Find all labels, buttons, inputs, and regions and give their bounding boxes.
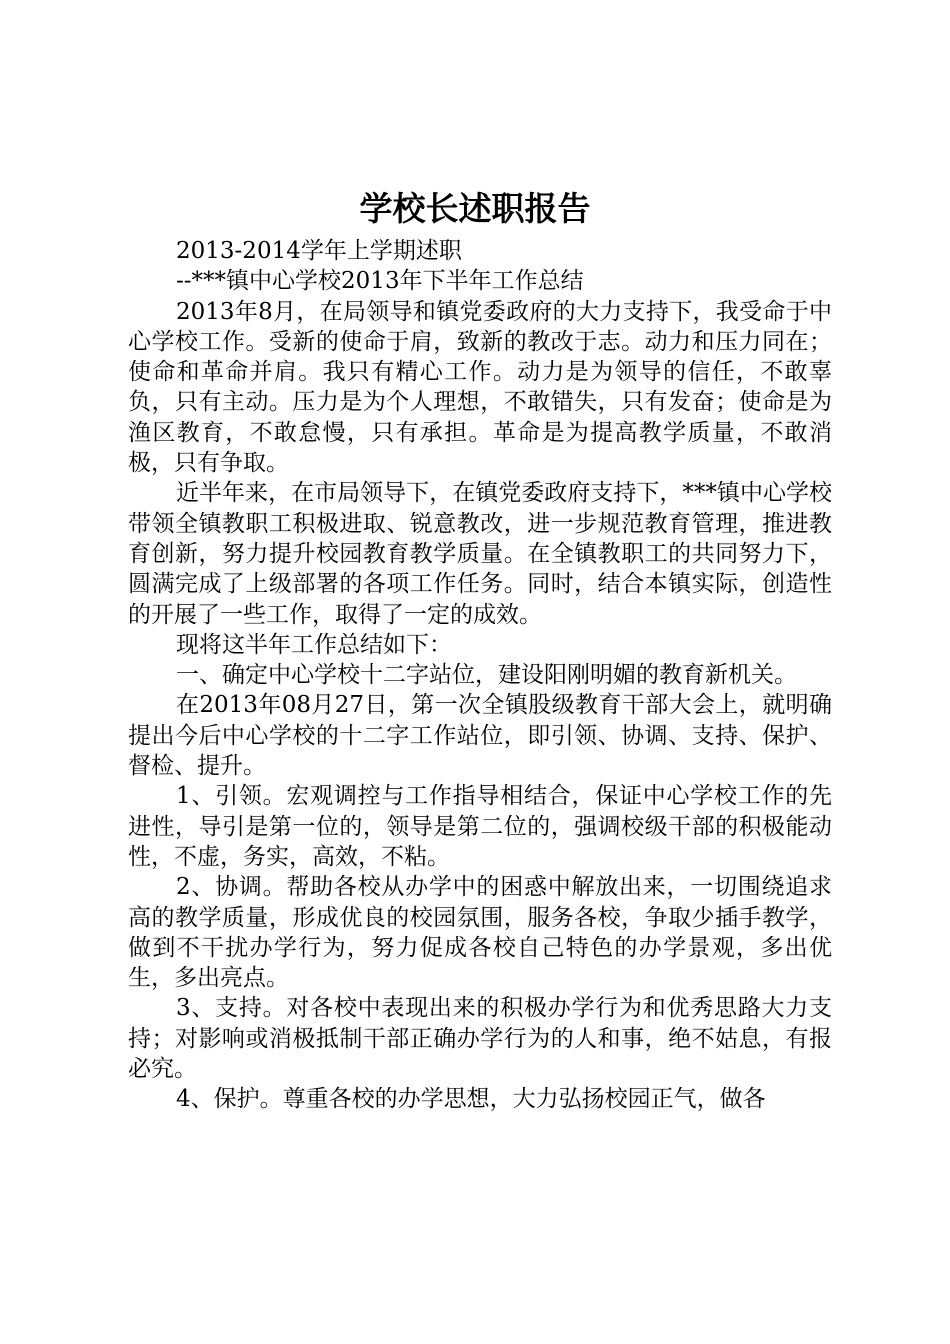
paragraph-item-3: 3、支持。对各校中表现出来的积极办学行为和优秀思路大力支持；对影响或消极抵制干部正确办学行为的人和事，绝不姑息，有报必究。: [128, 995, 832, 1083]
paragraph-section-1: 在2013年08月27日，第一次全镇股级教育干部大会上，就明确提出今后中心学校的十二字工作站位，即引领、协调、支持、保护、督检、提升。: [128, 692, 832, 780]
section-heading-1: 一、确定中心学校十二字站位，建设阳刚明媚的教育新机关。: [176, 662, 797, 689]
paragraph-item-4: 4、保护。尊重各校的办学思想，大力弘扬校园正气，做各: [176, 1086, 766, 1113]
paragraph-intro: 2013年8月，在局领导和镇党委政府的大力支持下，我受命于中心学校工作。受新的使命于肩，致新的教改于志。动力和压力同在；使命和革命并肩。我只有精心工作。动力是为领导的信任，不敢辜负，只有主动。压力是为个人理想，不敢错失，只有发奋；使命是为渔区教育，不敢怠慢，只有承担。革命是为提高教学质量，不敢消极，只有争取。: [128, 298, 832, 477]
document-title: 学校长述职报告: [359, 189, 591, 228]
paragraph-item-2: 2、协调。帮助各校从办学中的困惑中解放出来，一切围绕追求高的教学质量，形成优良的校园氛围，服务各校，争取少插手教学，做到不干扰办学行为，努力促成各校自己特色的办学景观，多出优生，多出亮点。: [128, 874, 832, 992]
paragraph-subtitle: --***镇中心学校2013年下半年工作总结: [176, 268, 584, 295]
document-body: [128, 236, 832, 1115]
paragraph-overview: 近半年来，在市局领导下，在镇党委政府支持下，***镇中心学校带领全镇教职工积极进取、锐意教改，进一步规范教育管理，推进教育创新，努力提升校园教育教学质量。在全镇教职工的共同努力下，圆满完成了上级部署的各项工作任务。同时，结合本镇实际，创造性的开展了一些工作，取得了一定的成效。: [128, 480, 832, 628]
paragraph-item-1: 1、引领。宏观调控与工作指导相结合，保证中心学校工作的先进性，导引是第一位的，领导是第二位的，强调校级干部的积极能动性，不虚，务实，高效，不粘。: [128, 783, 832, 870]
paragraph-summary-lead: 现将这半年工作总结如下：: [176, 631, 452, 658]
paragraph-term: 2013-2014学年上学期述职: [176, 238, 462, 264]
